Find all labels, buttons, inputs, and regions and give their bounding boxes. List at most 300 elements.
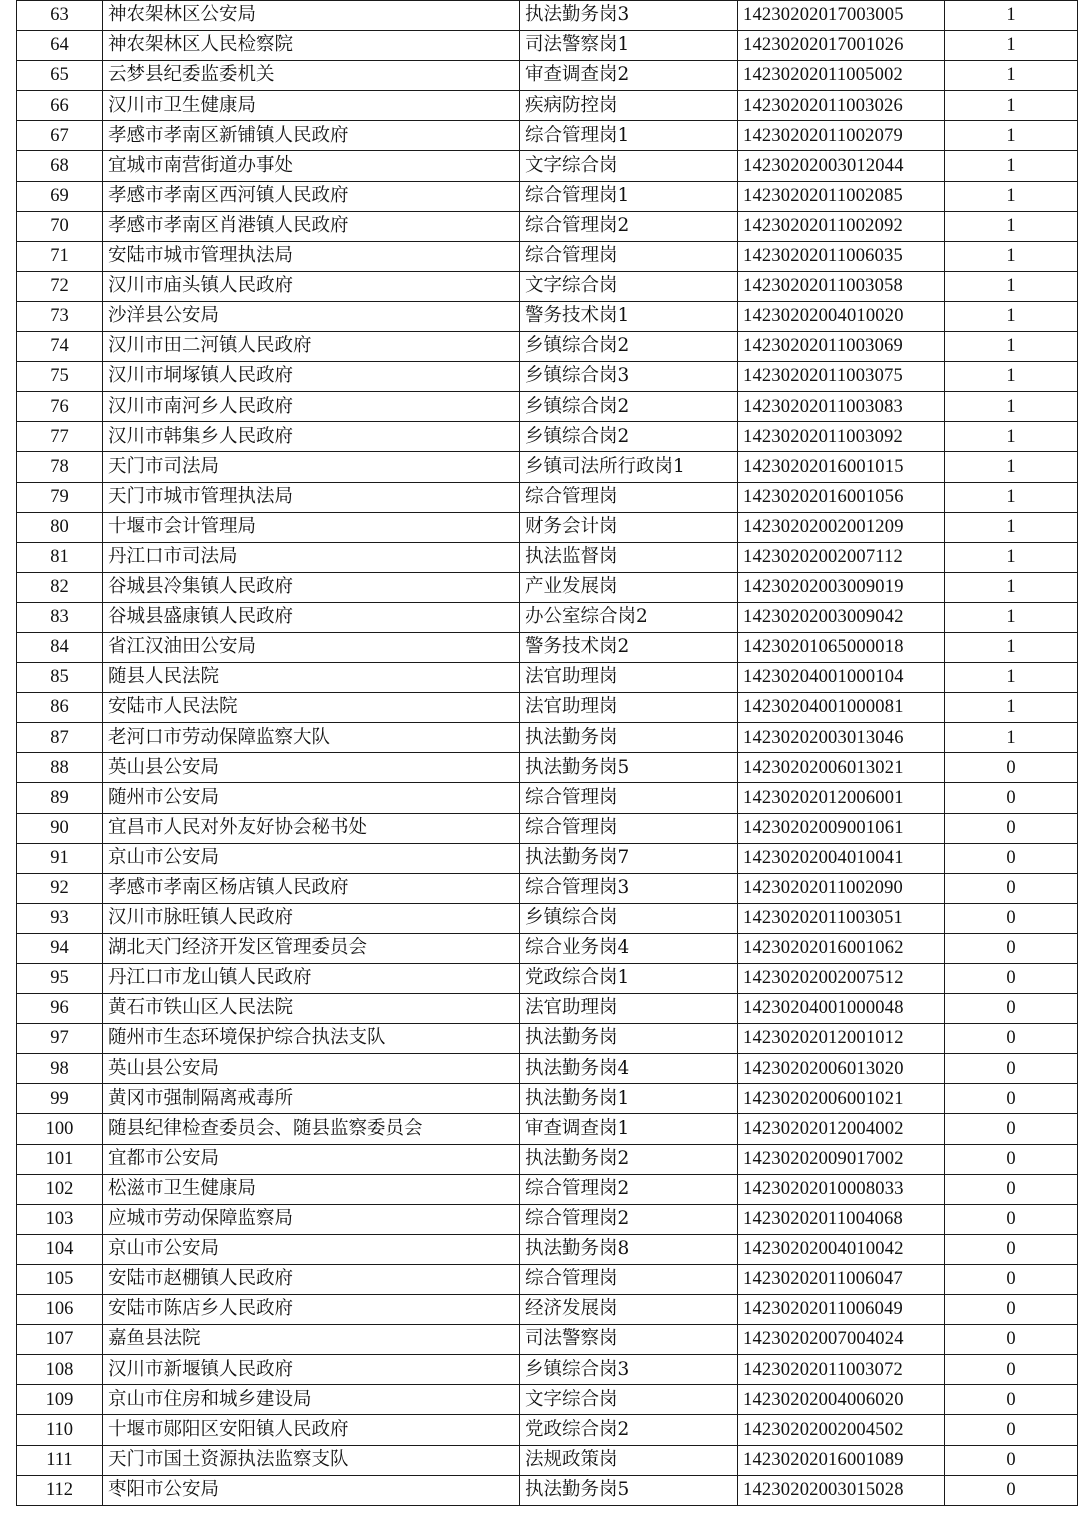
cell-position: 综合管理岗2 [520, 1174, 738, 1204]
cell-position-code: 14230202011002092 [738, 211, 945, 241]
cell-organization: 孝感市孝南区肖港镇人民政府 [103, 211, 520, 241]
cell-index: 66 [17, 91, 103, 121]
table-row [17, 1084, 1078, 1114]
table-row [17, 1144, 1078, 1174]
cell-index: 73 [17, 301, 103, 331]
table-row [17, 1445, 1078, 1475]
cell-count: 1 [945, 542, 1078, 572]
cell-position-code: 14230202004006020 [738, 1385, 945, 1415]
table-row [17, 1264, 1078, 1294]
cell-count: 0 [945, 1415, 1078, 1445]
cell-organization: 省江汉油田公安局 [103, 632, 520, 662]
cell-position: 综合业务岗4 [520, 933, 738, 963]
cell-position: 综合管理岗 [520, 1264, 738, 1294]
table-row [17, 271, 1078, 301]
table-row [17, 332, 1078, 362]
cell-position: 法官助理岗 [520, 693, 738, 723]
cell-position-code: 14230202004010042 [738, 1234, 945, 1264]
cell-index: 65 [17, 61, 103, 91]
cell-position: 乡镇综合岗3 [520, 362, 738, 392]
cell-position-code: 14230202016001089 [738, 1445, 945, 1475]
cell-organization: 安陆市赵棚镇人民政府 [103, 1264, 520, 1294]
cell-index: 79 [17, 482, 103, 512]
cell-organization: 天门市司法局 [103, 452, 520, 482]
cell-index: 103 [17, 1204, 103, 1234]
cell-count: 0 [945, 1325, 1078, 1355]
cell-index: 92 [17, 873, 103, 903]
cell-position: 警务技术岗2 [520, 632, 738, 662]
cell-organization: 汉川市垌塚镇人民政府 [103, 362, 520, 392]
cell-index: 72 [17, 271, 103, 301]
cell-organization: 随县人民法院 [103, 663, 520, 693]
table-row [17, 181, 1078, 211]
cell-organization: 十堰市会计管理局 [103, 512, 520, 542]
cell-index: 91 [17, 843, 103, 873]
table-body [17, 1, 1078, 1506]
cell-index: 85 [17, 663, 103, 693]
table-row [17, 151, 1078, 181]
cell-position-code: 14230202017001026 [738, 31, 945, 61]
table-row [17, 1204, 1078, 1234]
cell-count: 0 [945, 873, 1078, 903]
cell-position-code: 14230202011004068 [738, 1204, 945, 1234]
cell-organization: 老河口市劳动保障监察大队 [103, 723, 520, 753]
cell-organization: 谷城县盛康镇人民政府 [103, 602, 520, 632]
cell-position: 审查调查岗1 [520, 1114, 738, 1144]
cell-position: 综合管理岗3 [520, 873, 738, 903]
cell-position-code: 14230202011003058 [738, 271, 945, 301]
cell-position-code: 14230202009017002 [738, 1144, 945, 1174]
cell-organization: 谷城县冷集镇人民政府 [103, 572, 520, 602]
table-row [17, 241, 1078, 271]
table-row [17, 91, 1078, 121]
cell-organization: 湖北天门经济开发区管理委员会 [103, 933, 520, 963]
cell-organization: 汉川市田二河镇人民政府 [103, 332, 520, 362]
cell-count: 0 [945, 813, 1078, 843]
cell-organization: 安陆市陈店乡人民政府 [103, 1295, 520, 1325]
cell-organization: 天门市城市管理执法局 [103, 482, 520, 512]
cell-organization: 枣阳市公安局 [103, 1475, 520, 1505]
table-row [17, 783, 1078, 813]
cell-organization: 应城市劳动保障监察局 [103, 1204, 520, 1234]
cell-position-code: 14230202012004002 [738, 1114, 945, 1144]
table-row [17, 1385, 1078, 1415]
cell-organization: 汉川市庙头镇人民政府 [103, 271, 520, 301]
cell-position: 法官助理岗 [520, 994, 738, 1024]
cell-position-code: 14230202003013046 [738, 723, 945, 753]
cell-count: 1 [945, 241, 1078, 271]
table-row [17, 211, 1078, 241]
cell-count: 1 [945, 61, 1078, 91]
cell-count: 1 [945, 663, 1078, 693]
cell-count: 0 [945, 1084, 1078, 1114]
cell-organization: 云梦县纪委监委机关 [103, 61, 520, 91]
cell-count: 1 [945, 482, 1078, 512]
cell-position-code: 14230202004010020 [738, 301, 945, 331]
cell-position: 乡镇综合岗 [520, 903, 738, 933]
table-row [17, 933, 1078, 963]
cell-position: 文字综合岗 [520, 271, 738, 301]
cell-position: 文字综合岗 [520, 151, 738, 181]
table-row [17, 542, 1078, 572]
cell-index: 74 [17, 332, 103, 362]
table-row [17, 723, 1078, 753]
cell-position: 办公室综合岗2 [520, 602, 738, 632]
cell-position-code: 14230202010008033 [738, 1174, 945, 1204]
cell-count: 0 [945, 1295, 1078, 1325]
cell-position-code: 14230202003009019 [738, 572, 945, 602]
cell-count: 0 [945, 1264, 1078, 1294]
cell-count: 0 [945, 1355, 1078, 1385]
table-row [17, 1024, 1078, 1054]
cell-position: 审查调查岗2 [520, 61, 738, 91]
cell-index: 111 [17, 1445, 103, 1475]
cell-index: 76 [17, 392, 103, 422]
cell-count: 0 [945, 753, 1078, 783]
cell-index: 90 [17, 813, 103, 843]
cell-count: 0 [945, 1475, 1078, 1505]
cell-position: 产业发展岗 [520, 572, 738, 602]
cell-organization: 天门市国土资源执法监察支队 [103, 1445, 520, 1475]
cell-count: 0 [945, 1174, 1078, 1204]
cell-count: 0 [945, 1144, 1078, 1174]
table-row [17, 663, 1078, 693]
cell-organization: 随州市生态环境保护综合执法支队 [103, 1024, 520, 1054]
table-row [17, 813, 1078, 843]
cell-count: 0 [945, 964, 1078, 994]
cell-index: 96 [17, 994, 103, 1024]
table-row [17, 994, 1078, 1024]
cell-position-code: 14230202011003026 [738, 91, 945, 121]
cell-index: 109 [17, 1385, 103, 1415]
cell-position-code: 14230202011002079 [738, 121, 945, 151]
cell-position-code: 14230202009001061 [738, 813, 945, 843]
cell-position: 综合管理岗 [520, 783, 738, 813]
cell-position-code: 14230204001000048 [738, 994, 945, 1024]
cell-position: 执法勤务岗4 [520, 1054, 738, 1084]
cell-organization: 英山县公安局 [103, 753, 520, 783]
cell-index: 77 [17, 422, 103, 452]
cell-count: 0 [945, 1385, 1078, 1415]
table-row [17, 1174, 1078, 1204]
cell-position: 综合管理岗2 [520, 211, 738, 241]
cell-organization: 神农架林区公安局 [103, 1, 520, 31]
cell-position: 司法警察岗1 [520, 31, 738, 61]
cell-position-code: 14230204001000104 [738, 663, 945, 693]
cell-position: 乡镇综合岗2 [520, 392, 738, 422]
cell-organization: 黄冈市强制隔离戒毒所 [103, 1084, 520, 1114]
cell-position: 党政综合岗1 [520, 964, 738, 994]
cell-organization: 宜昌市人民对外友好协会秘书处 [103, 813, 520, 843]
cell-organization: 汉川市南河乡人民政府 [103, 392, 520, 422]
cell-position: 综合管理岗2 [520, 1204, 738, 1234]
cell-position: 执法勤务岗 [520, 1024, 738, 1054]
table-row [17, 452, 1078, 482]
cell-organization: 十堰市郧阳区安阳镇人民政府 [103, 1415, 520, 1445]
cell-organization: 安陆市人民法院 [103, 693, 520, 723]
cell-index: 81 [17, 542, 103, 572]
cell-index: 83 [17, 602, 103, 632]
cell-count: 1 [945, 392, 1078, 422]
cell-organization: 汉川市卫生健康局 [103, 91, 520, 121]
table-row [17, 61, 1078, 91]
cell-position: 法官助理岗 [520, 663, 738, 693]
cell-position-code: 14230202011005002 [738, 61, 945, 91]
cell-index: 95 [17, 964, 103, 994]
cell-index: 104 [17, 1234, 103, 1264]
cell-position-code: 14230202002001209 [738, 512, 945, 542]
table-row [17, 873, 1078, 903]
cell-index: 102 [17, 1174, 103, 1204]
cell-count: 0 [945, 1234, 1078, 1264]
cell-count: 1 [945, 301, 1078, 331]
cell-position-code: 14230202003015028 [738, 1475, 945, 1505]
table-row [17, 1415, 1078, 1445]
table-row [17, 1054, 1078, 1084]
cell-organization: 丹江口市司法局 [103, 542, 520, 572]
cell-position: 执法勤务岗3 [520, 1, 738, 31]
cell-organization: 汉川市新堰镇人民政府 [103, 1355, 520, 1385]
cell-count: 0 [945, 843, 1078, 873]
cell-count: 1 [945, 693, 1078, 723]
cell-index: 78 [17, 452, 103, 482]
cell-position: 执法勤务岗8 [520, 1234, 738, 1264]
cell-index: 106 [17, 1295, 103, 1325]
cell-count: 1 [945, 211, 1078, 241]
cell-position-code: 14230202002007112 [738, 542, 945, 572]
cell-index: 67 [17, 121, 103, 151]
cell-position: 经济发展岗 [520, 1295, 738, 1325]
cell-position-code: 14230202011002085 [738, 181, 945, 211]
cell-index: 97 [17, 1024, 103, 1054]
cell-position: 执法勤务岗5 [520, 753, 738, 783]
cell-index: 70 [17, 211, 103, 241]
table-row [17, 1234, 1078, 1264]
table-row [17, 1475, 1078, 1505]
cell-count: 0 [945, 1445, 1078, 1475]
cell-index: 82 [17, 572, 103, 602]
table-row [17, 301, 1078, 331]
cell-organization: 随州市公安局 [103, 783, 520, 813]
cell-position-code: 14230202011002090 [738, 873, 945, 903]
cell-index: 101 [17, 1144, 103, 1174]
cell-position-code: 14230204001000081 [738, 693, 945, 723]
cell-organization: 英山县公安局 [103, 1054, 520, 1084]
table-row [17, 31, 1078, 61]
cell-index: 64 [17, 31, 103, 61]
cell-organization: 孝感市孝南区西河镇人民政府 [103, 181, 520, 211]
cell-count: 1 [945, 332, 1078, 362]
cell-position: 警务技术岗1 [520, 301, 738, 331]
cell-index: 108 [17, 1355, 103, 1385]
cell-organization: 黄石市铁山区人民法院 [103, 994, 520, 1024]
cell-index: 110 [17, 1415, 103, 1445]
cell-index: 105 [17, 1264, 103, 1294]
table-row [17, 843, 1078, 873]
cell-organization: 孝感市孝南区新铺镇人民政府 [103, 121, 520, 151]
cell-position-code: 14230202007004024 [738, 1325, 945, 1355]
cell-position: 乡镇综合岗2 [520, 332, 738, 362]
cell-position-code: 14230202002004502 [738, 1415, 945, 1445]
table-row [17, 572, 1078, 602]
cell-count: 1 [945, 632, 1078, 662]
table-row [17, 121, 1078, 151]
cell-position: 综合管理岗1 [520, 121, 738, 151]
cell-position: 执法勤务岗7 [520, 843, 738, 873]
cell-organization: 汉川市韩集乡人民政府 [103, 422, 520, 452]
cell-count: 1 [945, 422, 1078, 452]
cell-position-code: 14230202016001056 [738, 482, 945, 512]
cell-index: 99 [17, 1084, 103, 1114]
cell-position: 财务会计岗 [520, 512, 738, 542]
cell-position-code: 14230202006001021 [738, 1084, 945, 1114]
cell-position-code: 14230202006013021 [738, 753, 945, 783]
table-row [17, 1295, 1078, 1325]
cell-index: 86 [17, 693, 103, 723]
cell-position-code: 14230202011003051 [738, 903, 945, 933]
cell-index: 88 [17, 753, 103, 783]
cell-organization: 神农架林区人民检察院 [103, 31, 520, 61]
cell-position: 执法监督岗 [520, 542, 738, 572]
cell-count: 0 [945, 783, 1078, 813]
cell-count: 1 [945, 31, 1078, 61]
table-row [17, 1, 1078, 31]
table-row [17, 632, 1078, 662]
cell-index: 75 [17, 362, 103, 392]
cell-count: 0 [945, 903, 1078, 933]
cell-count: 0 [945, 1054, 1078, 1084]
cell-position: 综合管理岗 [520, 241, 738, 271]
cell-index: 93 [17, 903, 103, 933]
table-row [17, 392, 1078, 422]
cell-count: 1 [945, 512, 1078, 542]
cell-position: 乡镇司法所行政岗1 [520, 452, 738, 482]
table-row [17, 1114, 1078, 1144]
cell-index: 84 [17, 632, 103, 662]
cell-position: 执法勤务岗 [520, 723, 738, 753]
cell-count: 0 [945, 1024, 1078, 1054]
cell-count: 0 [945, 1204, 1078, 1234]
cell-index: 107 [17, 1325, 103, 1355]
cell-position: 综合管理岗1 [520, 181, 738, 211]
cell-position-code: 14230202011003092 [738, 422, 945, 452]
cell-position-code: 14230202016001015 [738, 452, 945, 482]
cell-position: 文字综合岗 [520, 1385, 738, 1415]
cell-position: 综合管理岗 [520, 813, 738, 843]
cell-count: 1 [945, 91, 1078, 121]
cell-count: 1 [945, 121, 1078, 151]
cell-index: 112 [17, 1475, 103, 1505]
cell-organization: 汉川市脉旺镇人民政府 [103, 903, 520, 933]
cell-index: 63 [17, 1, 103, 31]
position-table [16, 0, 1078, 1506]
cell-position: 执法勤务岗2 [520, 1144, 738, 1174]
cell-count: 1 [945, 452, 1078, 482]
cell-position-code: 14230202012006001 [738, 783, 945, 813]
cell-position-code: 14230202017003005 [738, 1, 945, 31]
table-row [17, 964, 1078, 994]
cell-count: 0 [945, 994, 1078, 1024]
table-row [17, 753, 1078, 783]
table-row [17, 362, 1078, 392]
cell-organization: 随县纪律检查委员会、随县监察委员会 [103, 1114, 520, 1144]
table-row [17, 482, 1078, 512]
cell-position: 乡镇综合岗2 [520, 422, 738, 452]
cell-position: 法规政策岗 [520, 1445, 738, 1475]
table-row [17, 1355, 1078, 1385]
cell-position-code: 14230202011003069 [738, 332, 945, 362]
cell-organization: 安陆市城市管理执法局 [103, 241, 520, 271]
cell-position-code: 14230201065000018 [738, 632, 945, 662]
cell-organization: 宜城市南营街道办事处 [103, 151, 520, 181]
cell-organization: 丹江口市龙山镇人民政府 [103, 964, 520, 994]
cell-index: 98 [17, 1054, 103, 1084]
cell-count: 1 [945, 362, 1078, 392]
cell-position: 疾病防控岗 [520, 91, 738, 121]
cell-position-code: 14230202011006035 [738, 241, 945, 271]
cell-index: 69 [17, 181, 103, 211]
cell-count: 1 [945, 723, 1078, 753]
cell-count: 1 [945, 151, 1078, 181]
cell-position-code: 14230202002007512 [738, 964, 945, 994]
cell-organization: 嘉鱼县法院 [103, 1325, 520, 1355]
cell-position: 执法勤务岗5 [520, 1475, 738, 1505]
cell-organization: 宜都市公安局 [103, 1144, 520, 1174]
cell-position-code: 14230202011003072 [738, 1355, 945, 1385]
cell-position-code: 14230202012001012 [738, 1024, 945, 1054]
cell-organization: 京山市公安局 [103, 843, 520, 873]
cell-organization: 沙洋县公安局 [103, 301, 520, 331]
table-row [17, 422, 1078, 452]
cell-organization: 松滋市卫生健康局 [103, 1174, 520, 1204]
cell-index: 94 [17, 933, 103, 963]
cell-position-code: 14230202011006047 [738, 1264, 945, 1294]
cell-position: 执法勤务岗1 [520, 1084, 738, 1114]
cell-index: 71 [17, 241, 103, 271]
cell-index: 87 [17, 723, 103, 753]
table-row [17, 903, 1078, 933]
cell-count: 0 [945, 933, 1078, 963]
cell-index: 80 [17, 512, 103, 542]
cell-position: 司法警察岗 [520, 1325, 738, 1355]
table-row [17, 512, 1078, 542]
cell-position-code: 14230202006013020 [738, 1054, 945, 1084]
cell-position-code: 14230202011003075 [738, 362, 945, 392]
cell-count: 1 [945, 271, 1078, 301]
cell-position-code: 14230202003009042 [738, 602, 945, 632]
cell-count: 1 [945, 572, 1078, 602]
cell-index: 89 [17, 783, 103, 813]
table-row [17, 693, 1078, 723]
cell-count: 0 [945, 1114, 1078, 1144]
cell-organization: 京山市公安局 [103, 1234, 520, 1264]
table-row [17, 602, 1078, 632]
cell-position: 综合管理岗 [520, 482, 738, 512]
cell-position-code: 14230202011006049 [738, 1295, 945, 1325]
cell-position-code: 14230202016001062 [738, 933, 945, 963]
table-row [17, 1325, 1078, 1355]
cell-index: 100 [17, 1114, 103, 1144]
cell-position-code: 14230202003012044 [738, 151, 945, 181]
cell-organization: 京山市住房和城乡建设局 [103, 1385, 520, 1415]
cell-position-code: 14230202011003083 [738, 392, 945, 422]
cell-position: 党政综合岗2 [520, 1415, 738, 1445]
cell-position-code: 14230202004010041 [738, 843, 945, 873]
cell-count: 1 [945, 181, 1078, 211]
cell-count: 1 [945, 602, 1078, 632]
cell-position: 乡镇综合岗3 [520, 1355, 738, 1385]
cell-index: 68 [17, 151, 103, 181]
